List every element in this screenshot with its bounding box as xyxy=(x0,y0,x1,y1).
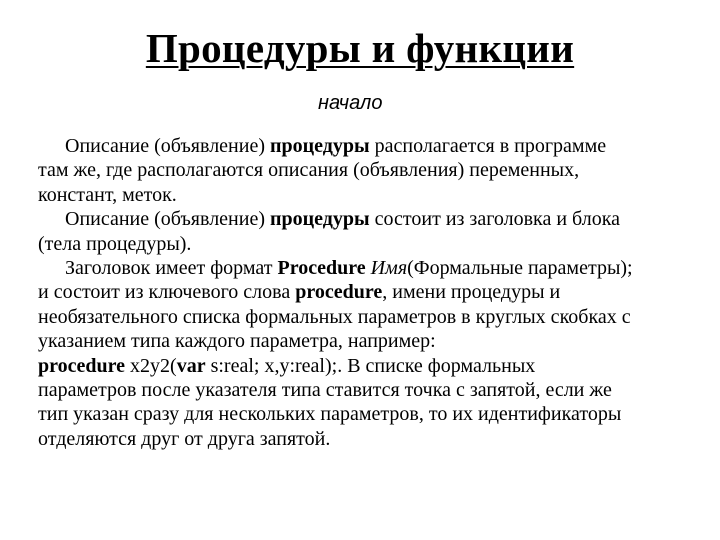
text-run: располагается в программе xyxy=(369,135,607,157)
italic-run: Имя xyxy=(370,257,408,280)
keyword-run: var xyxy=(176,354,206,377)
text-run: s:real; x,y:real);. В списке формальных xyxy=(205,354,536,377)
text-run: (Формальные параметры); xyxy=(407,257,633,280)
text-line: параметров после указателя типа ставится точка с запятой, если же xyxy=(38,379,612,402)
text-run: x2y2( xyxy=(125,354,177,377)
text-line xyxy=(38,256,702,280)
body-text xyxy=(38,134,702,451)
text-line: констант, меток. xyxy=(38,183,177,206)
keyword-run: procedure xyxy=(295,281,383,304)
keyword-run: процедуры xyxy=(270,135,370,157)
text-line: (тела процедуры). xyxy=(38,232,192,255)
slide-subtitle: начало xyxy=(318,92,383,114)
text-line xyxy=(38,134,702,158)
text-run: состоит из заголовка и блока xyxy=(369,208,621,231)
text-line: тип указан сразу для нескольких параметров, то их идентификаторы xyxy=(38,403,622,426)
text-line: указанием типа каждого параметра, например: xyxy=(38,330,436,353)
text-line xyxy=(38,354,702,378)
text-line xyxy=(38,280,702,304)
text-run: , имени процедуры и xyxy=(382,281,561,304)
text-line xyxy=(38,207,702,231)
keyword-run: процедуры xyxy=(270,208,370,231)
text-run: и состоит из ключевого слова xyxy=(38,281,296,304)
text-run: Описание (объявление) xyxy=(65,208,270,231)
text-run: Заголовок имеет формат xyxy=(65,257,278,280)
keyword-run: procedure xyxy=(38,354,126,377)
keyword-run: Procedure xyxy=(277,257,366,280)
text-line: отделяются друг от друга запятой. xyxy=(38,427,331,450)
text-run: Описание (объявление) xyxy=(65,135,270,157)
slide-title: Процедуры и функции xyxy=(145,25,575,71)
text-line: там же, где располагаются описания (объявления) переменных, xyxy=(38,159,580,182)
text-line: необязательного списка формальных параметров в круглых скобках с xyxy=(38,305,631,328)
